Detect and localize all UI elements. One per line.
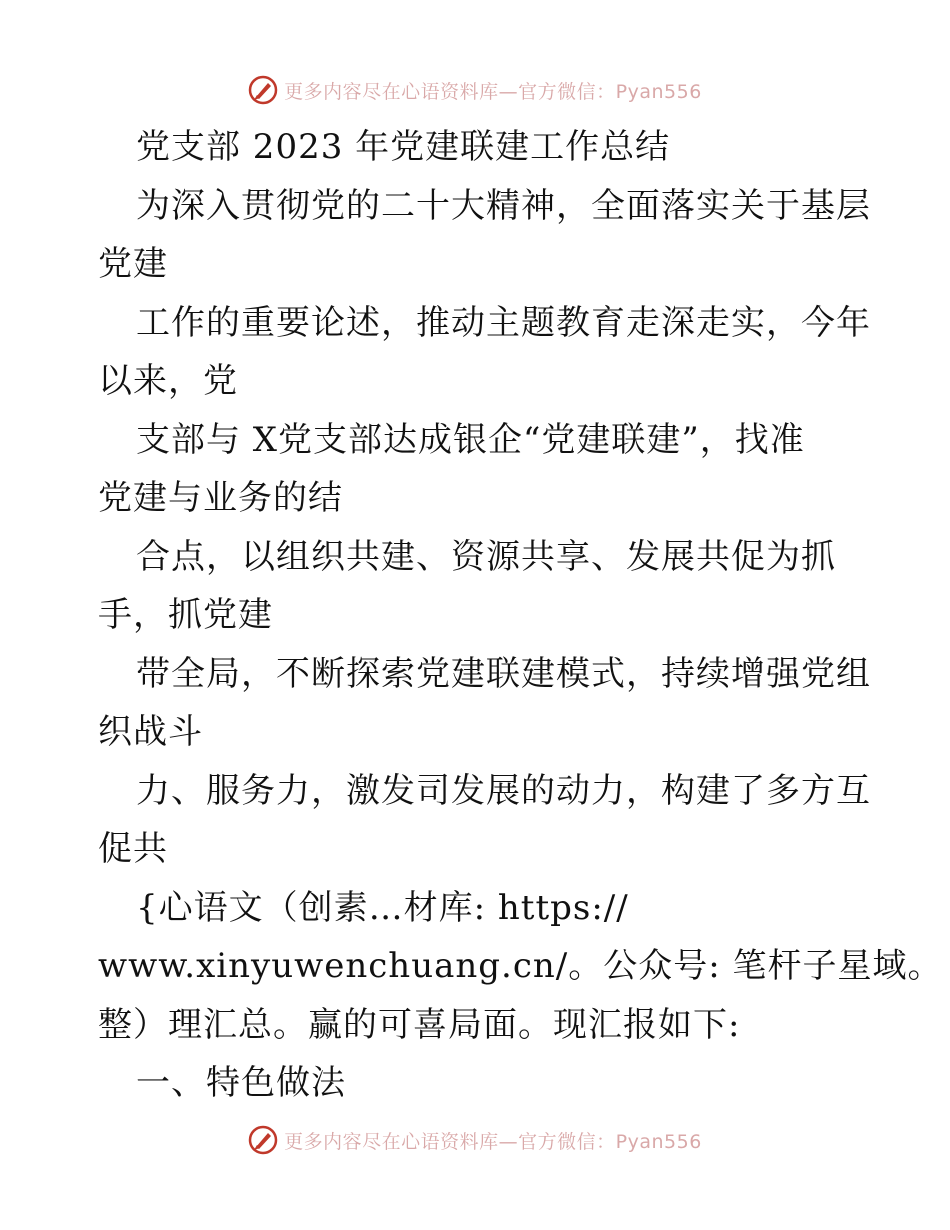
paragraph-line: 支部与 X党支部达成银企“党建联建”，找准 xyxy=(136,419,805,460)
watermark-text: 更多内容尽在心语资料库—官方微信：Pyan556 xyxy=(284,1130,702,1153)
watermark-banner-bottom xyxy=(0,1120,950,1160)
paragraph-line: 以来，党 xyxy=(98,361,238,401)
paragraph-line: 力、服务力，激发司发展的动力，构建了多方互 xyxy=(136,770,871,811)
watermark-text: 更多内容尽在心语资料库—官方微信：Pyan556 xyxy=(284,80,702,103)
paragraph-line: 党建 xyxy=(98,244,168,284)
paragraph-line: 带全局，不断探索党建联建模式，持续增强党组 xyxy=(136,653,871,694)
paragraph-line: {心语文（创素…材库: https:// xyxy=(136,887,629,928)
document-title: 党支部 2023 年党建联建工作总结 xyxy=(136,127,671,167)
paragraph-line: 促共 xyxy=(98,829,168,869)
paragraph-line: 为深入贯彻党的二十大精神，全面落实关于基层 xyxy=(136,185,871,226)
document-body xyxy=(98,118,943,1113)
paragraph-line: 整）理汇总。赢的可喜局面。现汇报如下: xyxy=(98,1004,741,1045)
paragraph-line: www.xinyuwenchuang.cn/。公众号: 笔杆子星域。 xyxy=(98,946,943,986)
paragraph-line: 合点，以组织共建、资源共享、发展共促为抓 xyxy=(136,536,836,577)
paragraph-line: 织战斗 xyxy=(98,712,203,752)
watermark-banner-top xyxy=(0,70,950,110)
paragraph-line: 手，抓党建 xyxy=(98,595,273,635)
paragraph-line: 工作的重要论述，推动主题教育走深走实，今年 xyxy=(136,302,871,343)
section-heading: 一、特色做法 xyxy=(136,1063,346,1103)
pen-logo-icon xyxy=(248,75,278,105)
paragraph-line: 党建与业务的结 xyxy=(98,478,343,518)
pen-logo-icon xyxy=(248,1125,278,1155)
